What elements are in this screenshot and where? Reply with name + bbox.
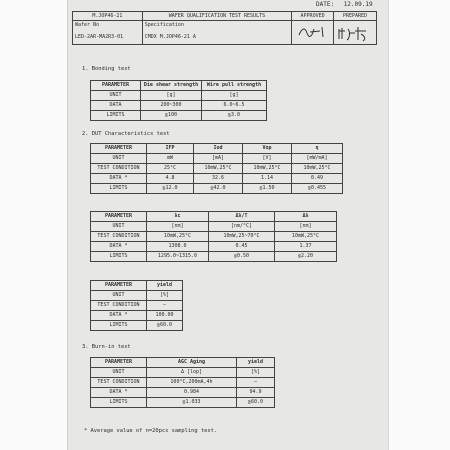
table-cell: 10mW,25°C <box>243 164 292 174</box>
table-cell: [g] <box>202 91 267 101</box>
row-label: LIMITS <box>91 111 141 121</box>
table-cell: [nm/°C] <box>209 222 275 232</box>
table-cell: mW <box>147 154 194 164</box>
table-cell: 94.9 <box>237 388 275 398</box>
table-cell: 10mW,25°C <box>292 164 343 174</box>
prepared-label: PREPARED <box>334 12 377 21</box>
row-label: UNIT <box>91 154 147 164</box>
col-header: PARAMETER <box>91 144 147 154</box>
table-cell: 1295.0~1315.0 <box>147 252 209 262</box>
row-label: UNIT <box>91 91 141 101</box>
characteristics-table-b <box>90 211 337 262</box>
table-cell: 32.6 <box>194 174 243 184</box>
row-label: LIMITS <box>91 321 147 331</box>
col-header: Wire pull strength <box>202 81 267 91</box>
report-date <box>316 1 373 8</box>
document-id: M.JOP46-21 <box>73 12 143 21</box>
table-cell: 1.37 <box>275 242 337 252</box>
col-header: yield <box>237 358 275 368</box>
table-cell: [mW/mA] <box>292 154 343 164</box>
date-value: 12.09.19 <box>343 1 373 8</box>
date-label: DATE: <box>316 1 335 8</box>
table-cell: ≦1.50 <box>243 184 292 194</box>
table-cell: ≦42.0 <box>194 184 243 194</box>
footnote: * Average value of n=20pcs sampling test. <box>84 428 218 434</box>
approved-signature <box>296 23 330 41</box>
table-cell: 0.984 <box>147 388 237 398</box>
row-label: DATA * <box>91 242 147 252</box>
table-cell: [g] <box>141 91 202 101</box>
row-label: UNIT <box>91 368 147 378</box>
row-label: UNIT <box>91 222 147 232</box>
table-cell: ≧12.0 <box>147 184 194 194</box>
row-label: DATA <box>91 101 141 111</box>
table-cell: 6.0~6.5 <box>202 101 267 111</box>
table-cell: ≧100 <box>141 111 202 121</box>
table-cell: [V] <box>243 154 292 164</box>
specification-cell <box>142 21 291 45</box>
table-cell: 0.49 <box>292 174 343 184</box>
table-cell: ≧3.0 <box>202 111 267 121</box>
table-cell: 1.14 <box>243 174 292 184</box>
characteristics-table-c <box>90 280 183 331</box>
table-cell: 100.00 <box>147 311 183 321</box>
table-cell: 4.8 <box>147 174 194 184</box>
report-header-table <box>72 11 377 45</box>
row-label: DATA * <box>91 174 147 184</box>
table-cell: 10mW,25~70°C <box>209 232 275 242</box>
wafer-no-value: LED-2AR-MA2R3-01 <box>75 34 124 40</box>
row-label: TEST CONDITION <box>91 164 147 174</box>
col-header: Δλ/T <box>209 212 275 222</box>
specification-label: Specification <box>144 22 184 28</box>
section-3-title: 3. Burn-in test <box>82 344 131 350</box>
table-cell: [nm] <box>147 222 209 232</box>
table-cell: 10mW,25°C <box>194 164 243 174</box>
col-header: Iod <box>194 144 243 154</box>
row-label: DATA * <box>91 388 147 398</box>
col-header: Die shear strength <box>141 81 202 91</box>
table-cell: ≦0.50 <box>209 252 275 262</box>
row-label: DATA * <box>91 311 147 321</box>
col-header: PARAMETER <box>91 212 147 222</box>
table-cell: 0.45 <box>209 242 275 252</box>
table-cell: ≦2.20 <box>275 252 337 262</box>
specification-value: CMDX M.JOP46-21 A <box>144 34 196 40</box>
table-cell: 10mW,25°C <box>275 232 337 242</box>
col-header: IFP <box>147 144 194 154</box>
table-cell: 1308.0 <box>147 242 209 252</box>
bonding-test-table <box>90 80 267 121</box>
col-header: yield <box>147 281 183 291</box>
burn-in-test-table <box>90 357 275 408</box>
row-label: LIMITS <box>91 184 147 194</box>
row-label: TEST CONDITION <box>91 232 147 242</box>
col-header: η <box>292 144 343 154</box>
col-header: λc <box>147 212 209 222</box>
col-header: AGC Aging <box>147 358 237 368</box>
col-header: PARAMETER <box>91 81 141 91</box>
table-cell: 10mW,25°C <box>147 232 209 242</box>
col-header: Vop <box>243 144 292 154</box>
wafer-no-label: Wafer No <box>75 22 100 28</box>
wafer-no-cell <box>73 21 143 45</box>
table-cell: 25°C <box>147 164 194 174</box>
table-cell: ≧0.455 <box>292 184 343 194</box>
approved-label: APPROVED <box>292 12 334 21</box>
table-cell: ≧60.0 <box>147 321 183 331</box>
report-sheet <box>67 0 389 450</box>
table-cell: [mA] <box>194 154 243 164</box>
prepared-signature <box>336 23 372 43</box>
table-cell: — <box>237 378 275 388</box>
table-cell: [%] <box>147 291 183 301</box>
table-cell: — <box>147 301 183 311</box>
table-cell: ≦1.033 <box>147 398 237 408</box>
col-header: PARAMETER <box>91 281 147 291</box>
table-cell: 200~300 <box>141 101 202 111</box>
characteristics-table-a <box>90 143 343 194</box>
row-label: LIMITS <box>91 398 147 408</box>
col-header: PARAMETER <box>91 358 147 368</box>
table-cell: [%] <box>237 368 275 378</box>
table-cell: ≧60.0 <box>237 398 275 408</box>
report-title: WAFER QUALIFICATION TEST RESULTS <box>142 12 291 21</box>
section-1-title: 1. Bonding test <box>82 66 131 72</box>
table-cell: Δ [lop] <box>147 368 237 378</box>
row-label: UNIT <box>91 291 147 301</box>
row-label: TEST CONDITION <box>91 301 147 311</box>
table-cell: 100°C,200mA,4h <box>147 378 237 388</box>
col-header: Δλ <box>275 212 337 222</box>
table-cell: [nm] <box>275 222 337 232</box>
row-label: LIMITS <box>91 252 147 262</box>
section-2-title: 2. DUT Characteristics test <box>82 131 170 137</box>
row-label: TEST CONDITION <box>91 378 147 388</box>
